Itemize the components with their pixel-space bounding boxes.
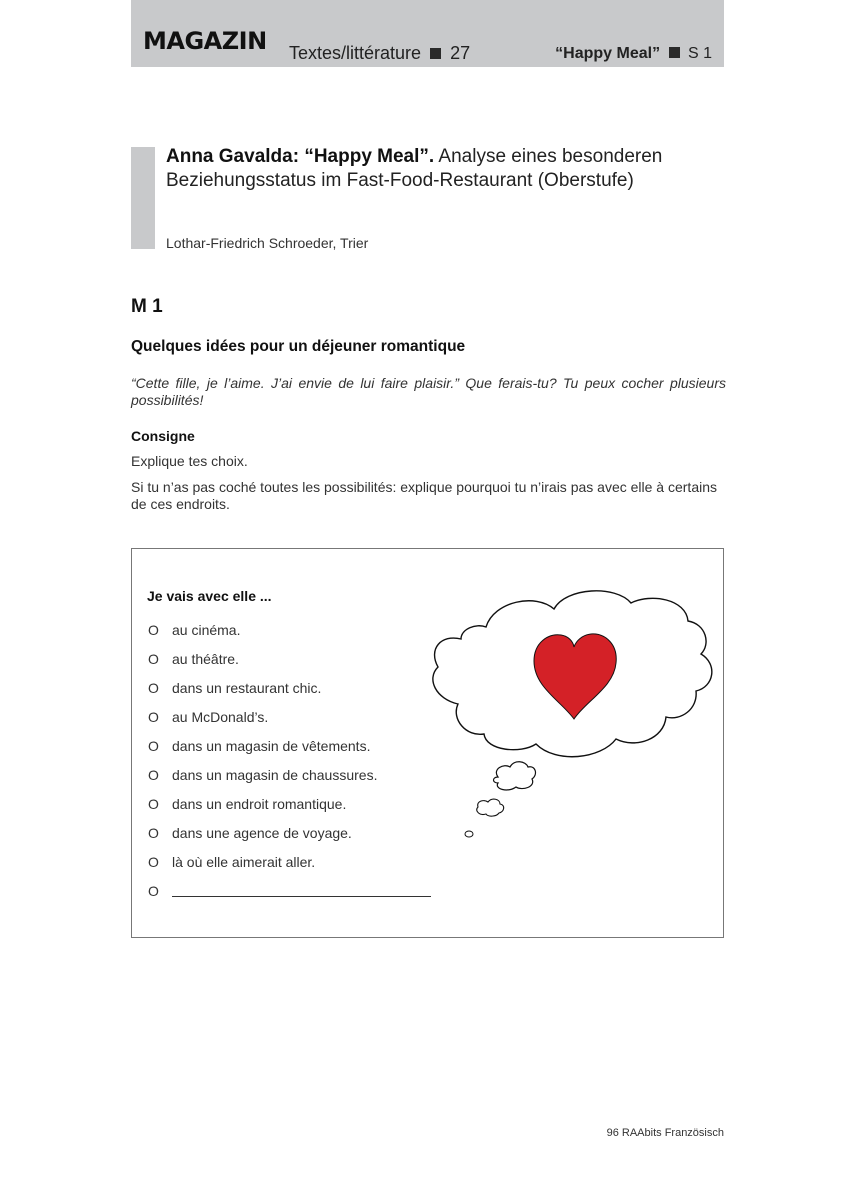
page-label: S 1: [687, 45, 712, 62]
checkbox-circle[interactable]: O: [148, 767, 159, 783]
page-footer: 96 RAAbits Französisch: [606, 1127, 724, 1139]
document-title: [166, 145, 726, 193]
material-label: M 1: [131, 296, 163, 317]
unit-title: “Happy Meal”: [555, 45, 661, 62]
option-label: dans une agence de voyage.: [172, 825, 352, 841]
checkbox-circle[interactable]: O: [148, 622, 159, 638]
option-label: dans un endroit romantique.: [172, 796, 347, 812]
checklist-item[interactable]: [148, 738, 431, 767]
consigne-heading: Consigne: [131, 428, 195, 444]
small-thought-dot: [465, 831, 473, 837]
square-bullet-icon: [430, 48, 441, 59]
checkbox-circle[interactable]: O: [148, 651, 159, 667]
title-bold: Anna Gavalda: “Happy Meal”.: [166, 146, 435, 167]
title-accent-bar: [131, 147, 155, 249]
checklist-item[interactable]: [148, 622, 431, 651]
checklist-heading: Je vais avec elle ...: [147, 588, 272, 604]
option-label: dans un magasin de chaussures.: [172, 767, 378, 783]
checklist-item[interactable]: [148, 767, 431, 796]
thought-bubble-heart-icon: [426, 579, 721, 844]
option-label: au cinéma.: [172, 622, 241, 638]
blank-answer-line[interactable]: [172, 883, 431, 897]
material-subtitle: Quelques idées pour un déjeuner romantique: [131, 338, 466, 355]
option-label: dans un magasin de vêtements.: [172, 738, 371, 754]
checklist-item[interactable]: [148, 651, 431, 680]
checklist-item[interactable]: [148, 680, 431, 709]
option-label: là où elle aimerait aller.: [172, 854, 316, 870]
checklist-box: [131, 548, 724, 938]
section-number: 27: [450, 43, 471, 63]
square-bullet-icon: [669, 47, 680, 58]
small-thought-cloud-1: [494, 762, 536, 790]
checkbox-circle[interactable]: O: [148, 825, 159, 841]
checklist-item[interactable]: [148, 854, 431, 883]
consigne-text-1: Explique tes choix.: [131, 453, 248, 469]
section-name: Textes/littérature: [289, 43, 422, 63]
option-label: au McDonald’s.: [172, 709, 269, 725]
intro-text: “Cette fille, je l’aime. J’ai envie de lui faire plaisir.” Que ferais-tu? Tu peux cocher plusieurs possibilités!: [131, 375, 726, 408]
option-label: dans un restaurant chic.: [172, 680, 322, 696]
checklist-item[interactable]: [148, 709, 431, 738]
checklist-item-blank[interactable]: [148, 883, 431, 912]
checkbox-circle[interactable]: O: [148, 680, 159, 696]
section-label: [289, 43, 470, 64]
checkbox-circle[interactable]: O: [148, 709, 159, 725]
checkbox-circle[interactable]: O: [148, 738, 159, 754]
author: Lothar-Friedrich Schroeder, Trier: [166, 235, 369, 251]
page-header: [131, 0, 724, 67]
checklist-item[interactable]: [148, 796, 431, 825]
brand-logo: MAGAZIN: [143, 27, 267, 55]
checklist: [148, 622, 431, 912]
consigne-text-2: Si tu n’as pas coché toutes les possibilités: explique pourquoi tu n’irais pas avec elle à certains de ces endroits.: [131, 479, 717, 512]
checkbox-circle[interactable]: O: [148, 883, 159, 899]
checkbox-circle[interactable]: O: [148, 796, 159, 812]
small-thought-cloud-2: [477, 799, 504, 816]
unit-label: [555, 45, 712, 63]
option-label: au théâtre.: [172, 651, 239, 667]
checklist-item[interactable]: [148, 825, 431, 854]
title-rest: Analyse eines besonderen Beziehungsstatus im Fast-Food-Restaurant (Oberstufe): [166, 146, 663, 191]
checkbox-circle[interactable]: O: [148, 854, 159, 870]
